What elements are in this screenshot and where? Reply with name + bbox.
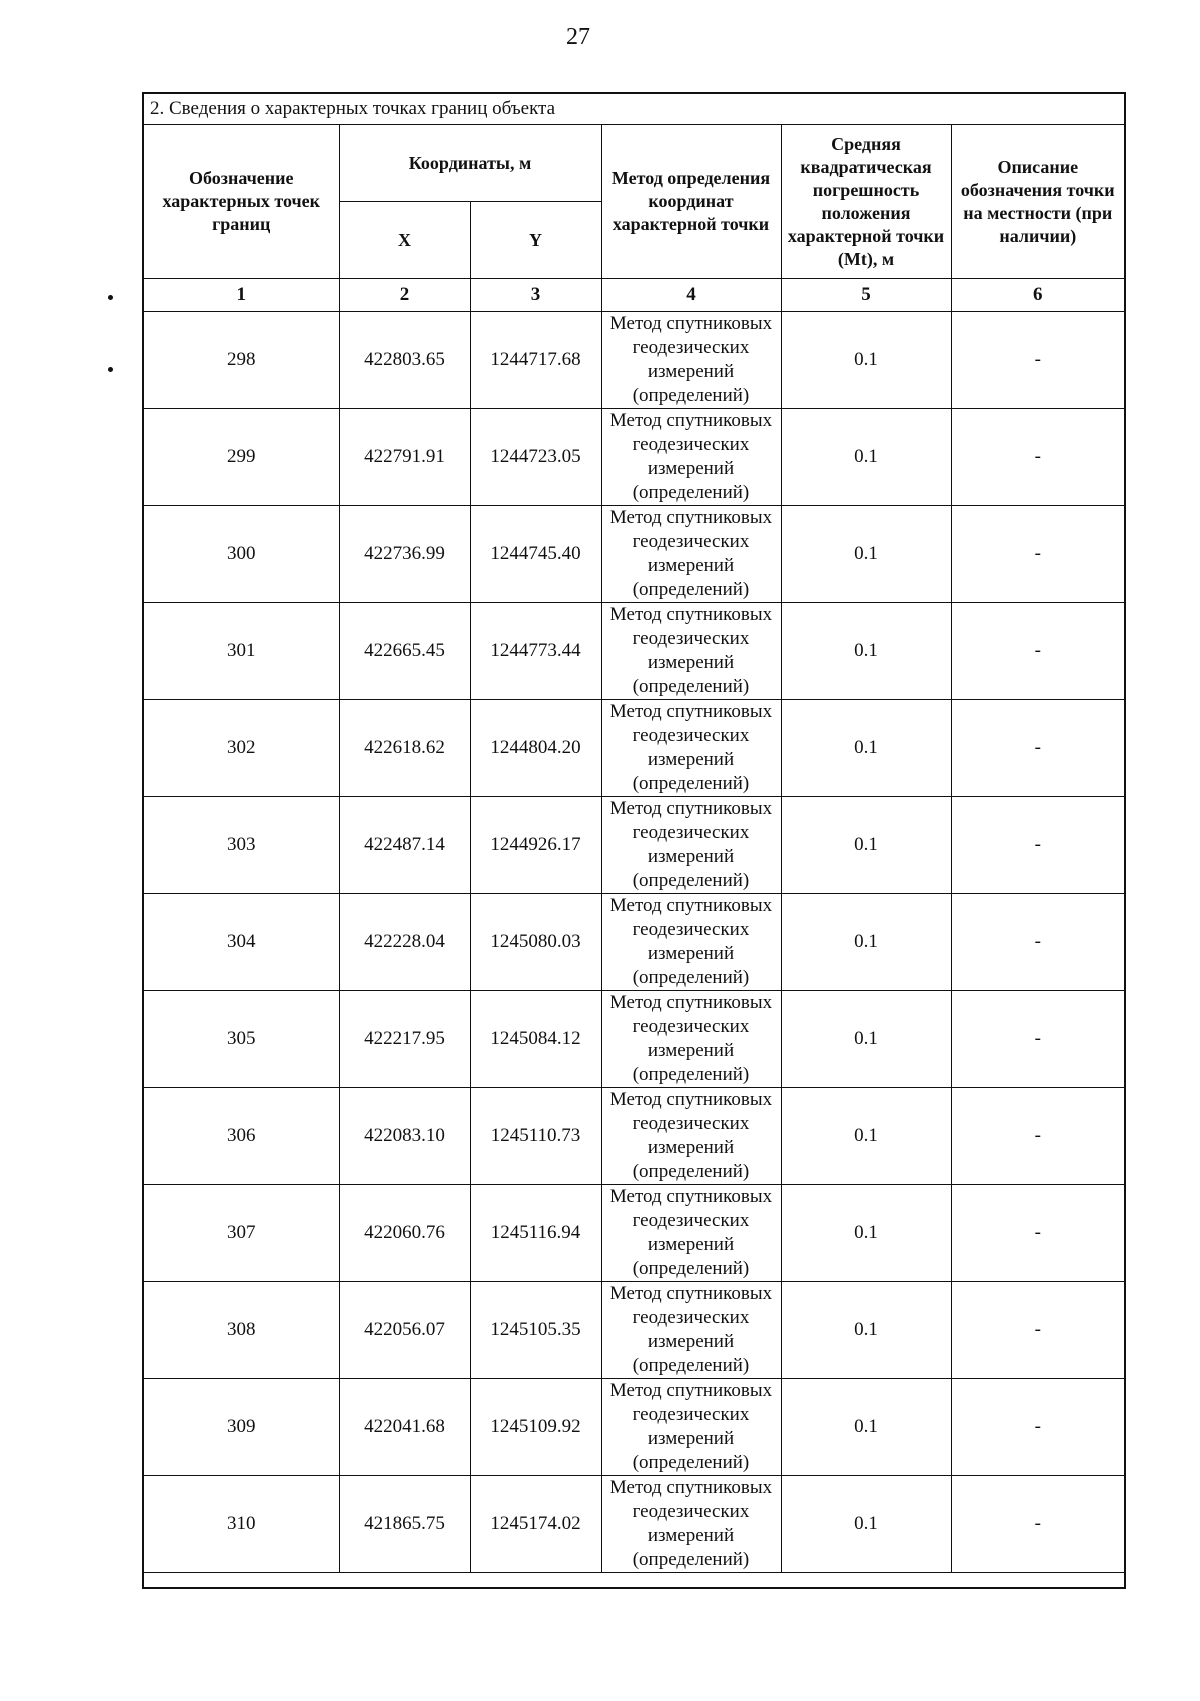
- x-coordinate-cell: 421865.75: [339, 1476, 470, 1573]
- point-cell: 309: [143, 1379, 339, 1476]
- table-row: [143, 409, 1125, 506]
- error-cell: 0.1: [781, 312, 951, 409]
- error-cell: 0.1: [781, 1088, 951, 1185]
- y-coordinate-cell: 1244723.05: [470, 409, 601, 506]
- table-row: [143, 506, 1125, 603]
- point-cell: 298: [143, 312, 339, 409]
- method-cell: Метод спутниковых геодезических измерений (определений): [601, 894, 781, 991]
- error-cell: 0.1: [781, 409, 951, 506]
- header-description: Описание обозначения точки на местности (при наличии): [951, 125, 1125, 279]
- header-x: X: [339, 202, 470, 279]
- point-cell: 306: [143, 1088, 339, 1185]
- scan-dot: [108, 295, 113, 300]
- method-cell: Метод спутниковых геодезических измерений (определений): [601, 991, 781, 1088]
- error-cell: 0.1: [781, 797, 951, 894]
- x-coordinate-cell: 422217.95: [339, 991, 470, 1088]
- description-cell: -: [951, 506, 1125, 603]
- point-cell: 305: [143, 991, 339, 1088]
- y-coordinate-cell: 1244717.68: [470, 312, 601, 409]
- method-cell: Метод спутниковых геодезических измерений (определений): [601, 506, 781, 603]
- header-error: Средняя квадратическая погрешность положения характерной точки (Mt), м: [781, 125, 951, 279]
- x-coordinate-cell: 422665.45: [339, 603, 470, 700]
- y-coordinate-cell: 1245105.35: [470, 1282, 601, 1379]
- section-title: 2. Сведения о характерных точках границ объекта: [143, 93, 1125, 125]
- x-coordinate-cell: 422618.62: [339, 700, 470, 797]
- description-cell: -: [951, 603, 1125, 700]
- point-cell: 299: [143, 409, 339, 506]
- error-cell: 0.1: [781, 1379, 951, 1476]
- table-row: [143, 1088, 1125, 1185]
- point-cell: 308: [143, 1282, 339, 1379]
- description-cell: -: [951, 1476, 1125, 1573]
- y-coordinate-cell: 1245080.03: [470, 894, 601, 991]
- point-cell: 300: [143, 506, 339, 603]
- description-cell: -: [951, 1282, 1125, 1379]
- method-cell: Метод спутниковых геодезических измерений (определений): [601, 1088, 781, 1185]
- y-coordinate-cell: 1244804.20: [470, 700, 601, 797]
- description-cell: -: [951, 797, 1125, 894]
- description-cell: -: [951, 1088, 1125, 1185]
- x-coordinate-cell: 422803.65: [339, 312, 470, 409]
- method-cell: Метод спутниковых геодезических измерений (определений): [601, 312, 781, 409]
- table-row: [143, 991, 1125, 1088]
- column-number: 5: [781, 279, 951, 312]
- error-cell: 0.1: [781, 1185, 951, 1282]
- description-cell: -: [951, 312, 1125, 409]
- method-cell: Метод спутниковых геодезических измерений (определений): [601, 797, 781, 894]
- y-coordinate-cell: 1244926.17: [470, 797, 601, 894]
- table-row: [143, 797, 1125, 894]
- x-coordinate-cell: 422083.10: [339, 1088, 470, 1185]
- table-row: [143, 1476, 1125, 1573]
- x-coordinate-cell: 422736.99: [339, 506, 470, 603]
- description-cell: -: [951, 1379, 1125, 1476]
- header-y: Y: [470, 202, 601, 279]
- x-coordinate-cell: 422041.68: [339, 1379, 470, 1476]
- scan-dot: [108, 367, 113, 372]
- point-cell: 307: [143, 1185, 339, 1282]
- point-cell: 301: [143, 603, 339, 700]
- description-cell: -: [951, 894, 1125, 991]
- column-number-row: [143, 279, 1125, 312]
- header-designation: Обозначение характерных точек границ: [143, 125, 339, 279]
- point-cell: 303: [143, 797, 339, 894]
- point-cell: 302: [143, 700, 339, 797]
- y-coordinate-cell: 1245116.94: [470, 1185, 601, 1282]
- description-cell: -: [951, 409, 1125, 506]
- y-coordinate-cell: 1245084.12: [470, 991, 601, 1088]
- description-cell: -: [951, 700, 1125, 797]
- table-footer-row: [143, 1573, 1125, 1589]
- table-row: [143, 312, 1125, 409]
- error-cell: 0.1: [781, 1476, 951, 1573]
- x-coordinate-cell: 422228.04: [339, 894, 470, 991]
- table-row: [143, 1379, 1125, 1476]
- error-cell: 0.1: [781, 700, 951, 797]
- point-cell: 304: [143, 894, 339, 991]
- method-cell: Метод спутниковых геодезических измерений (определений): [601, 1379, 781, 1476]
- method-cell: Метод спутниковых геодезических измерений (определений): [601, 1185, 781, 1282]
- y-coordinate-cell: 1244773.44: [470, 603, 601, 700]
- description-cell: -: [951, 1185, 1125, 1282]
- page-number: 27: [566, 24, 590, 50]
- table-row: [143, 603, 1125, 700]
- method-cell: Метод спутниковых геодезических измерений (определений): [601, 1476, 781, 1573]
- x-coordinate-cell: 422791.91: [339, 409, 470, 506]
- y-coordinate-cell: 1245110.73: [470, 1088, 601, 1185]
- x-coordinate-cell: 422056.07: [339, 1282, 470, 1379]
- column-number: 2: [339, 279, 470, 312]
- x-coordinate-cell: 422060.76: [339, 1185, 470, 1282]
- column-number: 1: [143, 279, 339, 312]
- y-coordinate-cell: 1244745.40: [470, 506, 601, 603]
- error-cell: 0.1: [781, 506, 951, 603]
- method-cell: Метод спутниковых геодезических измерений (определений): [601, 1282, 781, 1379]
- error-cell: 0.1: [781, 1282, 951, 1379]
- table-row: [143, 1185, 1125, 1282]
- column-number: 4: [601, 279, 781, 312]
- error-cell: 0.1: [781, 603, 951, 700]
- table-row: [143, 700, 1125, 797]
- error-cell: 0.1: [781, 894, 951, 991]
- y-coordinate-cell: 1245109.92: [470, 1379, 601, 1476]
- boundary-points-table: [142, 92, 1126, 1589]
- column-number: 6: [951, 279, 1125, 312]
- method-cell: Метод спутниковых геодезических измерений (определений): [601, 700, 781, 797]
- footer-cell: [143, 1573, 1125, 1589]
- error-cell: 0.1: [781, 991, 951, 1088]
- description-cell: -: [951, 991, 1125, 1088]
- column-number: 3: [470, 279, 601, 312]
- header-coordinates: Координаты, м: [339, 125, 601, 202]
- y-coordinate-cell: 1245174.02: [470, 1476, 601, 1573]
- point-cell: 310: [143, 1476, 339, 1573]
- method-cell: Метод спутниковых геодезических измерений (определений): [601, 603, 781, 700]
- table-row: [143, 894, 1125, 991]
- header-method: Метод определения координат характерной точки: [601, 125, 781, 279]
- method-cell: Метод спутниковых геодезических измерений (определений): [601, 409, 781, 506]
- table-row: [143, 1282, 1125, 1379]
- x-coordinate-cell: 422487.14: [339, 797, 470, 894]
